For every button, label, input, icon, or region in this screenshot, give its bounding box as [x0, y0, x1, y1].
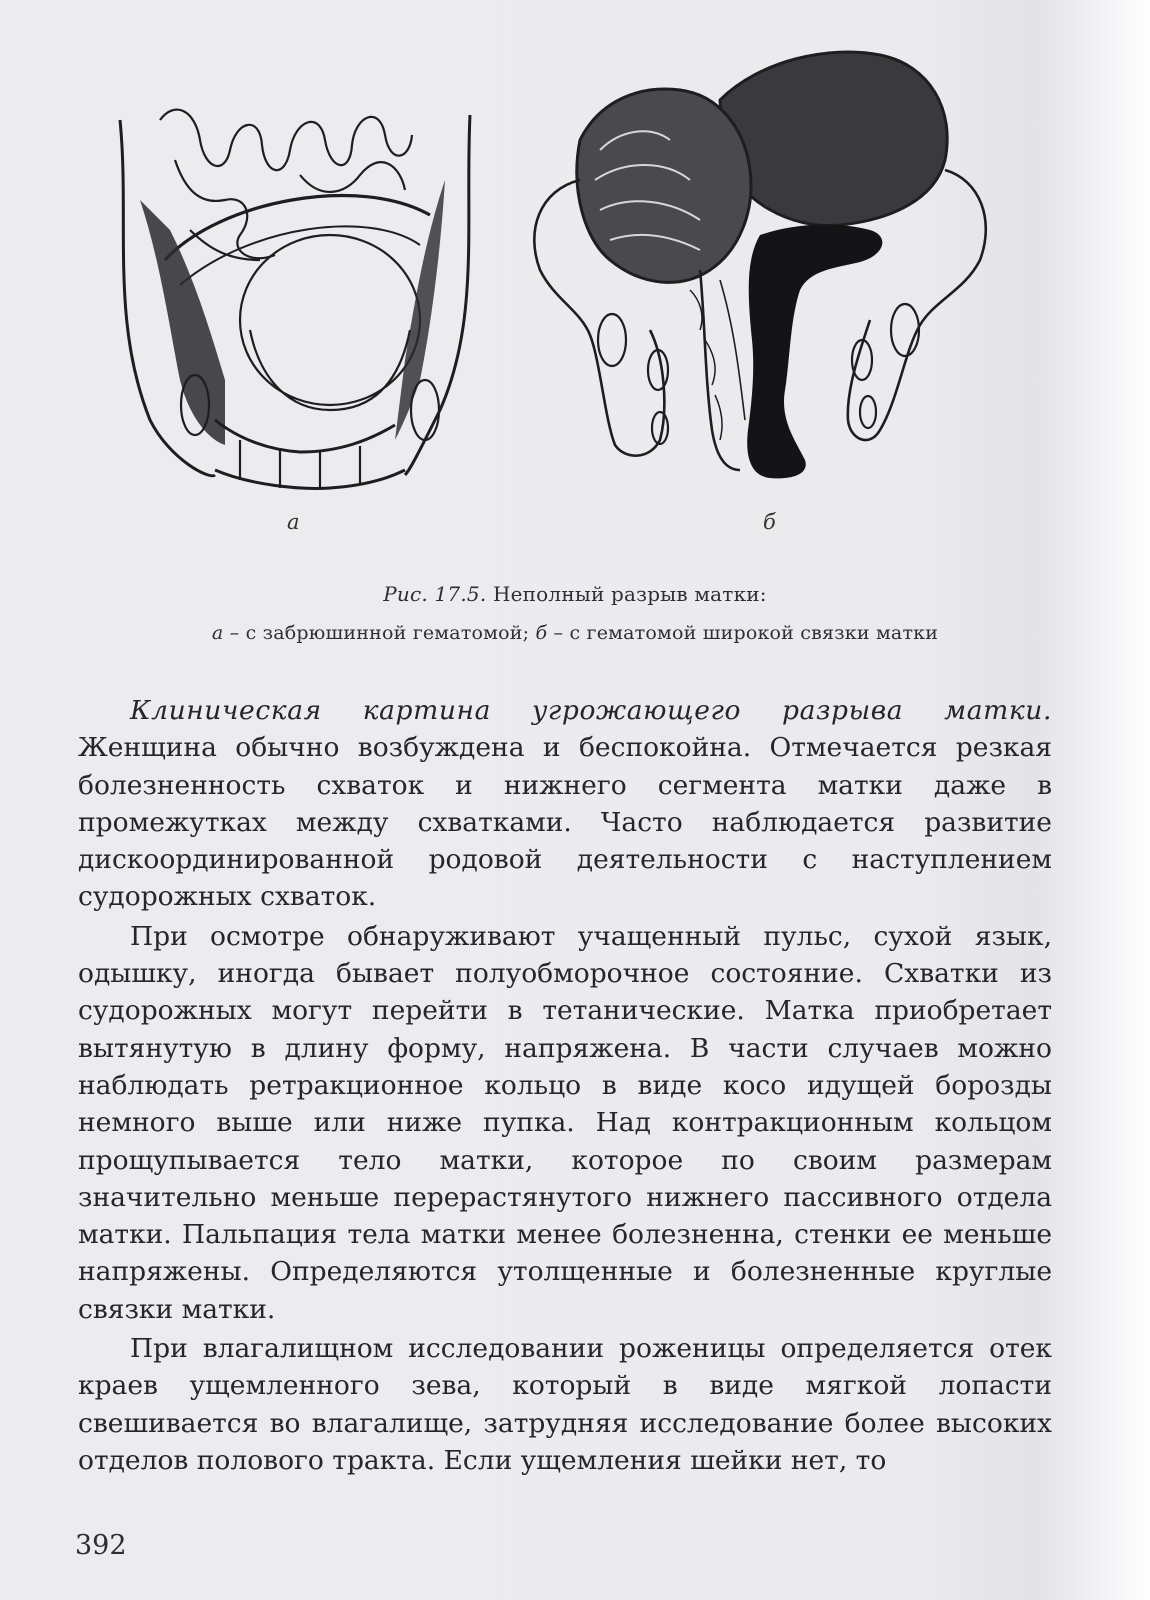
- figure-caption-line-1: [0, 582, 1150, 606]
- figure-label-a: а: [287, 510, 300, 534]
- figure-17-5: [0, 0, 1150, 560]
- page-number: 392: [75, 1530, 127, 1561]
- body-text: [78, 692, 1052, 1481]
- paragraph-2: При осмотре обнаруживают учащенный пульс, сухой язык, одышку, иногда бывает полуобморочное состояние. Схватки из судорожных могут перейти в тетанические. Матка приобретает вытянутую в длину форму, напряжена. В части случаев можно наблюдать ретракционное кольцо в виде косо идущей борозды немного выше или ниже пупка. Над контракционным кольцом прощупывается тело матки, которое по своим размерам значительно меньше перерастянутого нижнего пассивного отдела матки. Пальпация тела матки менее болезненна, стенки ее меньше напряжены. Определяются утолщенные и болезненные круглые связки матки.: [78, 920, 1052, 1325]
- caption-part-a-letter: а: [211, 622, 224, 644]
- section-lead-heading: Клиническая картина угрожающего разрыва матки.: [130, 695, 1052, 726]
- caption-part-b-letter: б: [535, 622, 548, 644]
- caption-part-a-text: – с забрюшинной гематомой;: [223, 622, 536, 644]
- paragraph-3: При влагалищном исследовании роженицы определяется отек краев ущемленного зева, который в виде мягкой лопасти свешивается во влагалище, затрудняя исследование более высоких отделов полового тракта. Если ущемления шейки нет, то: [78, 1333, 1052, 1476]
- paragraph-1: [78, 692, 1052, 916]
- caption-part-b-text: – с гематомой широкой связки матки: [547, 622, 939, 644]
- figure-caption-line-2: [0, 622, 1150, 644]
- figure-label-b: б: [763, 510, 776, 534]
- paragraph-1-text: Женщина обычно возбуждена и беспокойна. Отмечается резкая болезненность схваток и нижнего сегмента матки даже в промежутках между схватками. Часто наблюдается развитие дискоординированной родовой деятельности с наступлением судорожных схваток.: [78, 732, 1052, 913]
- figure-number: Рис. 17.5.: [383, 582, 487, 606]
- illustration-b: [0, 0, 1150, 560]
- figure-title: Неполный разрыв матки:: [486, 582, 767, 606]
